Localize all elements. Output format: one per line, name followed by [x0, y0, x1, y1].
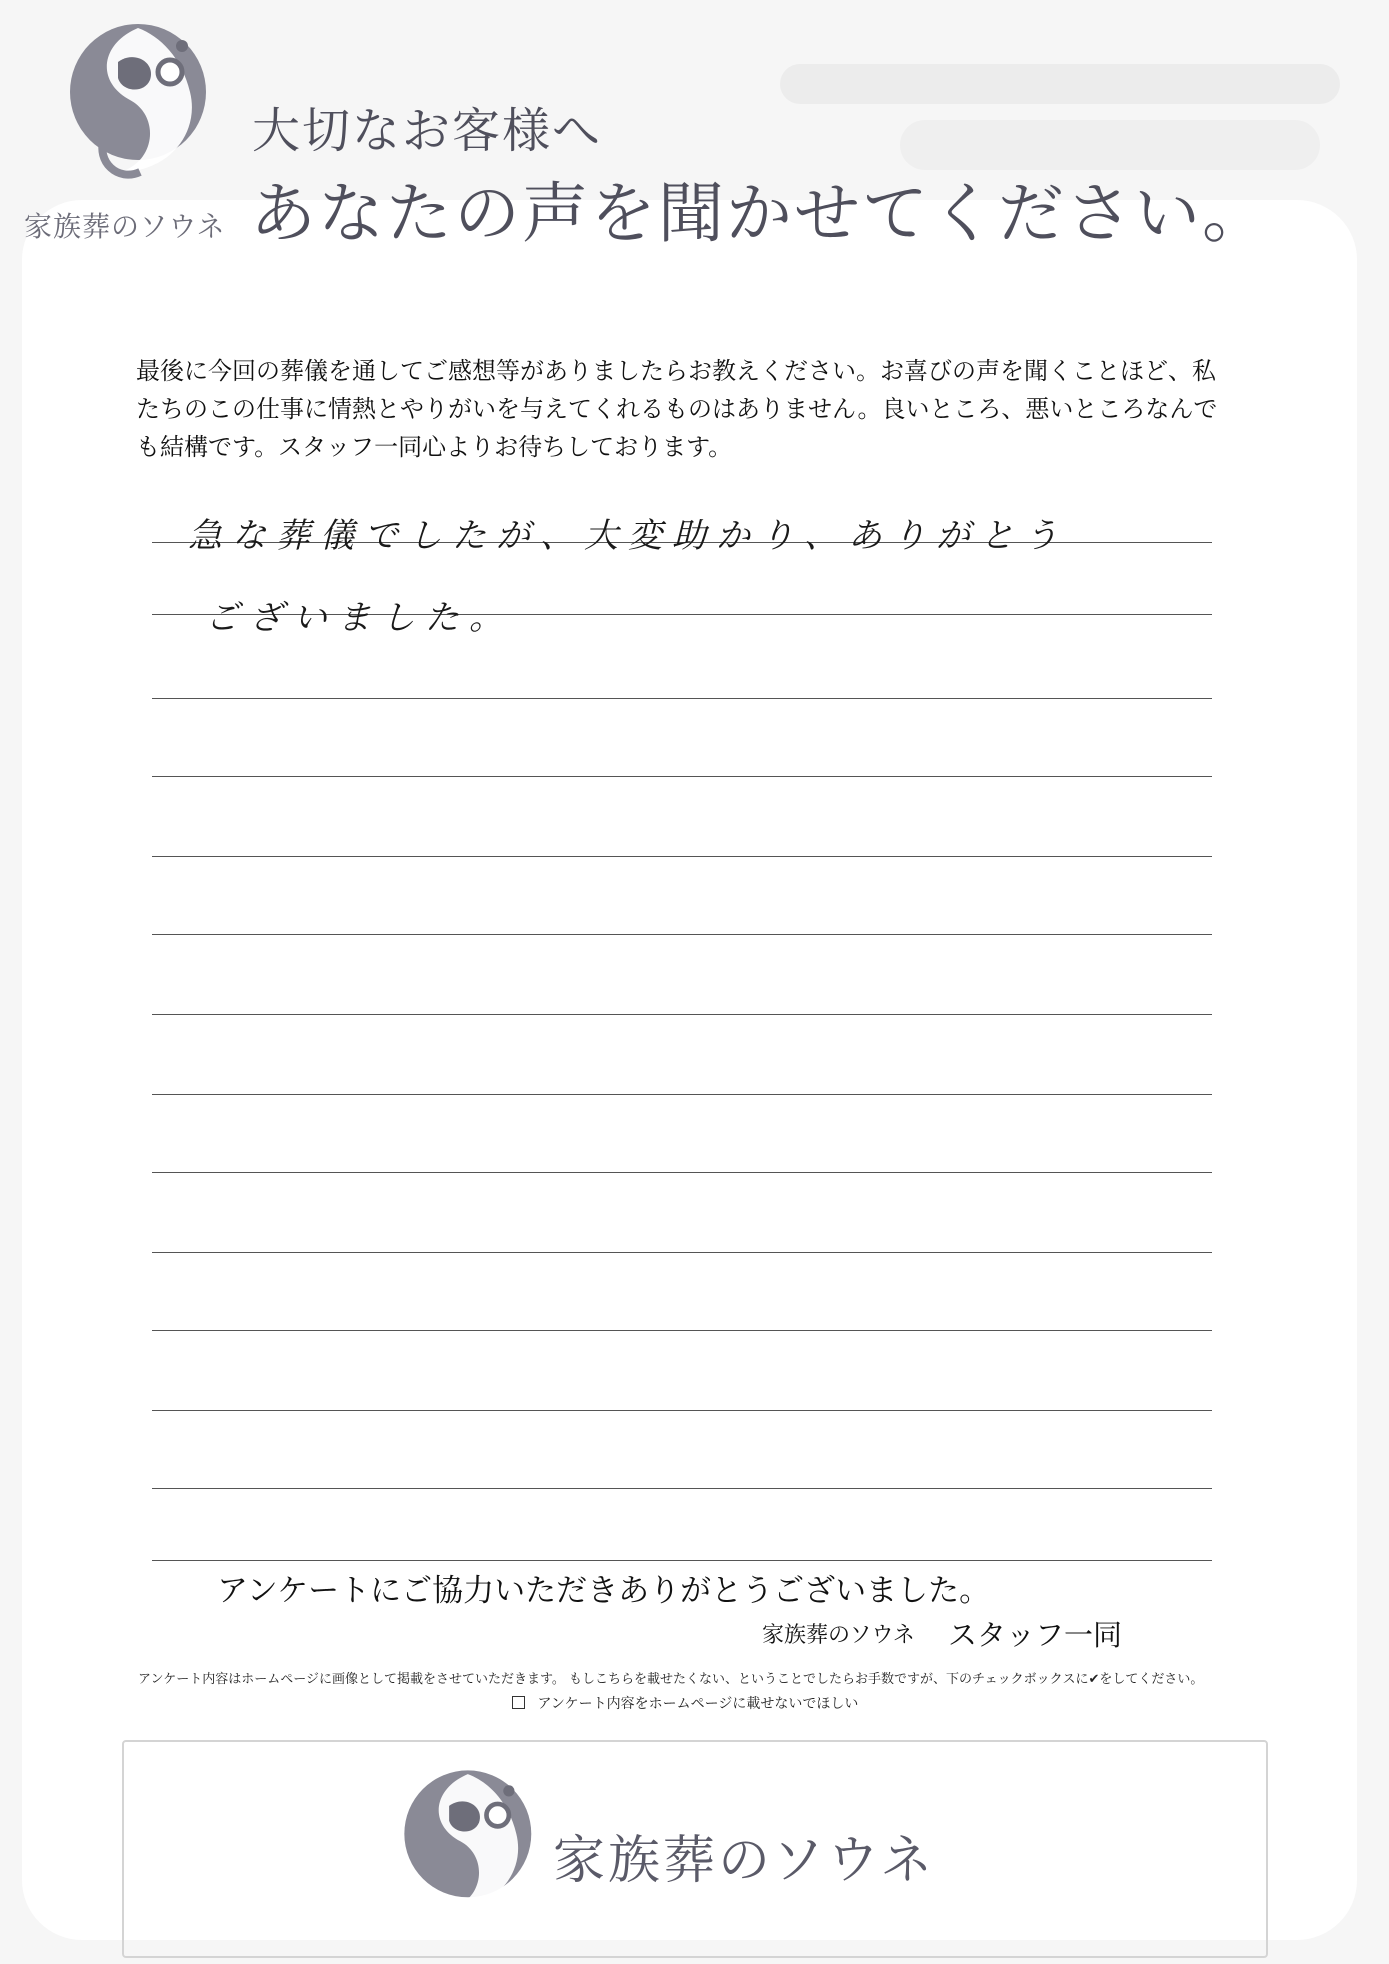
signature-brand: 家族葬のソウネ [762, 1623, 915, 1648]
brand-name-large: 家族葬のソウネ [553, 1831, 936, 1891]
thanks-message: アンケートにご協力いただきありがとうございました。 [217, 1573, 991, 1609]
ruled-line [152, 1094, 1212, 1095]
ruled-line [152, 776, 1212, 777]
ruled-line [152, 1560, 1212, 1561]
handwritten-comment-line1: 急な葬儀でしたが、大変助かり、ありがとう [188, 516, 1068, 556]
ruled-line [152, 1410, 1212, 1411]
optout-checkbox[interactable] [512, 1696, 525, 1709]
signature-staff: スタッフ一同 [948, 1618, 1123, 1652]
optout-option[interactable] [512, 1693, 858, 1713]
ruled-line [152, 856, 1212, 857]
optout-label: アンケート内容をホームページに載せないでほしい [537, 1696, 859, 1712]
ruled-line [152, 1330, 1212, 1331]
ruled-line [152, 934, 1212, 935]
intro-text: 最後に今回の葬儀を通してご感想等がありましたらお教えください。お喜びの声を聞くことほど、私たちのこの仕事に情熱とやりがいを与えてくれるものはありません。良いところ、悪いところなんでも結構です。スタッフ一同心よりお待ちしております。 [136, 357, 1218, 461]
brand-logo-icon [395, 1765, 535, 1940]
heading-to-customer: 大切なお客様へ [252, 103, 603, 159]
publication-notice: アンケート内容はホームページに画像として掲載をさせていただきます。 もしこちらを載せたくない、ということでしたらお手数ですが、下のチェックボックスに✔をしてください。 [138, 1672, 1204, 1687]
handwritten-comment-line2: ございました。 [205, 598, 513, 638]
brand-logo-icon [60, 22, 210, 202]
page-title: あなたの声を聞かせてください。 [250, 175, 1270, 252]
ruled-line [152, 1172, 1212, 1173]
ruled-line [152, 1252, 1212, 1253]
brand-name-small: 家族葬のソウネ [24, 210, 226, 243]
ruled-line [152, 1014, 1212, 1015]
ruled-line [152, 1488, 1212, 1489]
ruled-line [152, 698, 1212, 699]
